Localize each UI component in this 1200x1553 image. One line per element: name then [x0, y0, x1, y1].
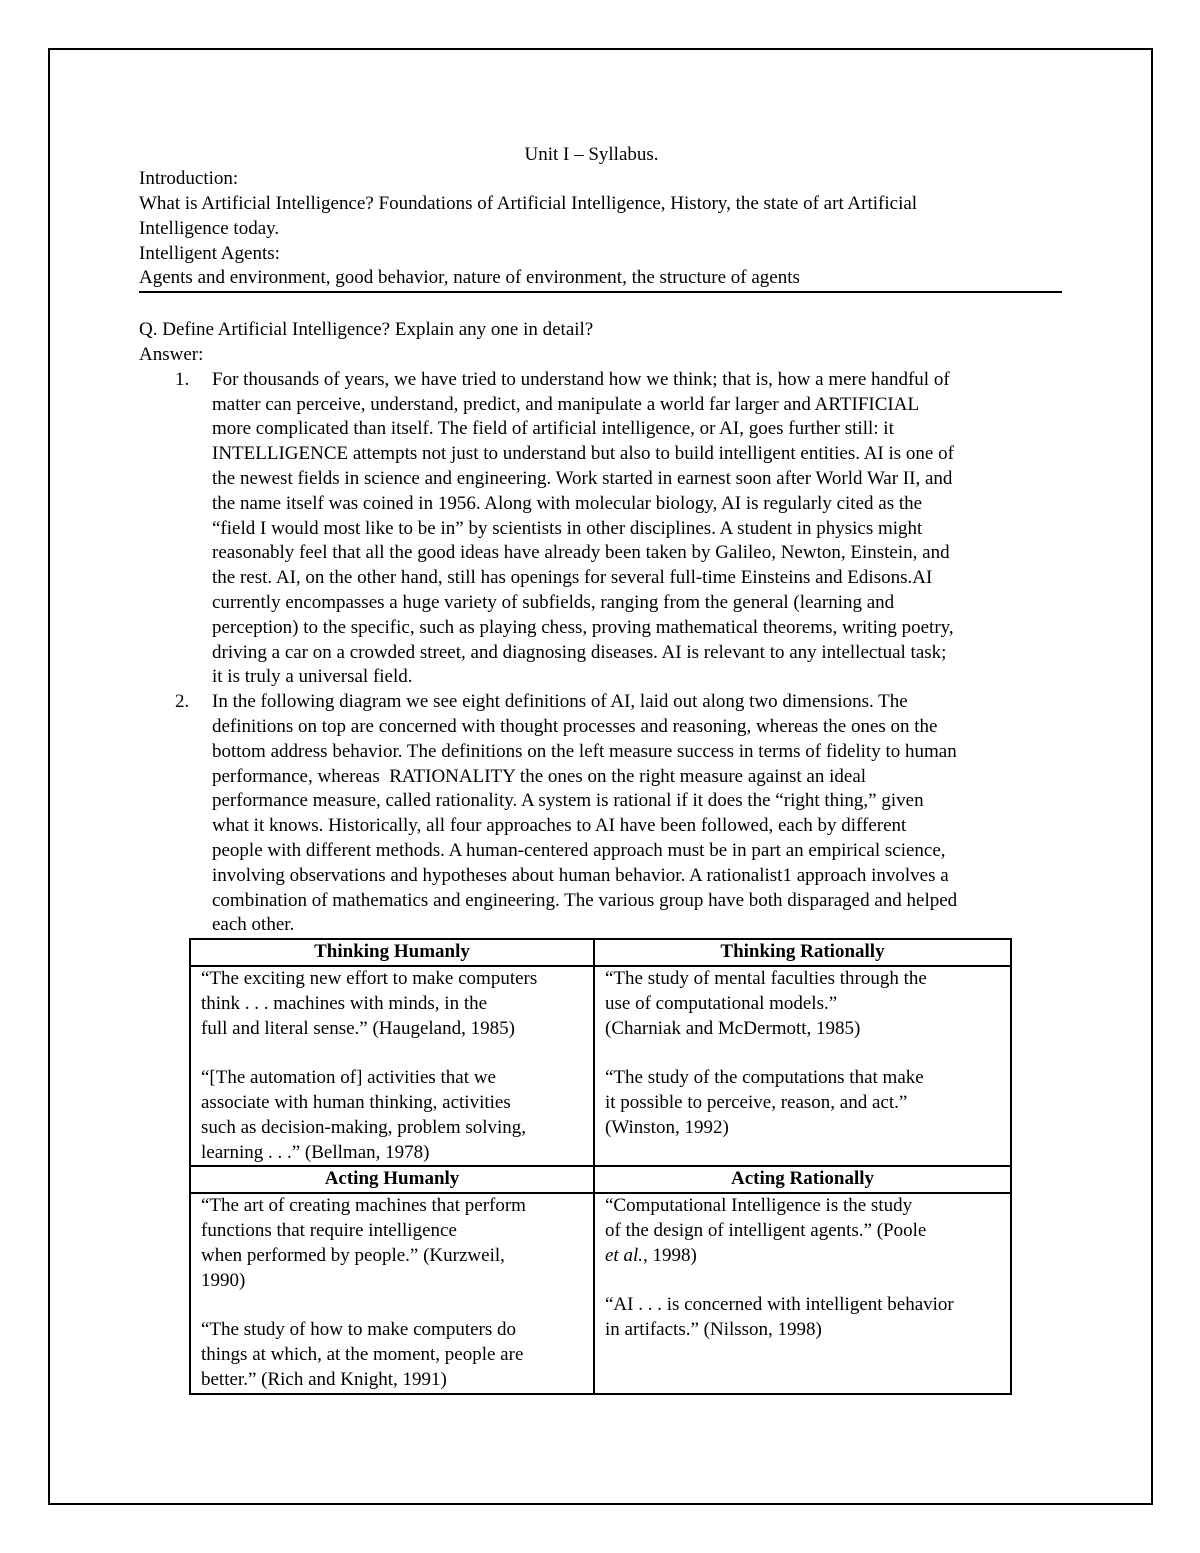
answer-text-line: performance, whereas RATIONALITY the ones on the right measure against an ideal	[212, 765, 867, 787]
answer-text-line: each other.	[212, 914, 295, 936]
answer-text-line: what it knows. Historically, all four approaches to AI have been followed, each by different	[212, 815, 907, 837]
answer-text-line: performance measure, called rationality. A system is rational if it does the “right thing,” given	[212, 790, 924, 812]
quote-line: it possible to perceive, reason, and act.”	[605, 1091, 908, 1113]
answer-label: Answer:	[139, 344, 204, 366]
header-thinking-humanly: Thinking Humanly	[190, 939, 594, 966]
answer-text-line: “field I would most like to be in” by scientists in other disciplines. A student in physics might	[212, 517, 923, 539]
quote-line: “The study of mental faculties through the	[605, 968, 927, 989]
header-thinking-rationally: Thinking Rationally	[594, 939, 1011, 966]
quote-line: (Charniak and McDermott, 1985)	[605, 1017, 861, 1039]
introduction-line: What is Artificial Intelligence? Foundations of Artificial Intelligence, History, the state of art Artificial	[139, 193, 918, 215]
quote-line: “The study of how to make computers do	[201, 1319, 517, 1341]
answer-text-line: it is truly a universal field.	[212, 666, 413, 688]
table-header-row	[190, 1166, 1011, 1193]
definition-quote	[201, 967, 593, 1041]
definition-quote	[201, 1318, 593, 1392]
item-number: 2.	[175, 691, 190, 713]
answer-list	[139, 368, 1062, 938]
table-row	[190, 966, 1011, 1166]
answer-text-line: involving observations and hypotheses about human behavior. A rationalist1 approach involves a	[212, 864, 949, 886]
intelligent-agents-line: Agents and environment, good behavior, nature of environment, the structure of agents	[139, 266, 1062, 293]
quote-line: functions that require intelligence	[201, 1219, 457, 1241]
answer-text-line: In the following diagram we see eight definitions of AI, laid out along two dimensions. The	[212, 691, 908, 713]
answer-text-line: definitions on top are concerned with thought processes and reasoning, whereas the ones on the	[212, 716, 938, 738]
definition-quote	[605, 1194, 1010, 1268]
quote-line: things at which, at the moment, people are	[201, 1343, 524, 1365]
answer-text-line: the name itself was coined in 1956. Along with molecular biology, AI is regularly cited as the	[212, 492, 923, 514]
answer-text-line: For thousands of years, we have tried to understand how we think; that is, how a mere handful of	[212, 368, 950, 390]
italic-text: et al.	[605, 1244, 643, 1266]
cell-acting-rationally	[594, 1193, 1011, 1393]
question: Q. Define Artificial Intelligence? Explain any one in detail?	[139, 319, 594, 341]
intelligent-agents-heading: Intelligent Agents:	[139, 242, 280, 264]
answer-text-line: currently encompasses a huge variety of subfields, ranging from the general (learning and	[212, 592, 895, 614]
answer-text-line: bottom address behavior. The definitions on the left measure success in terms of fidelity to human	[212, 740, 957, 762]
header-acting-rationally: Acting Rationally	[594, 1166, 1011, 1193]
quote-line: “The art of creating machines that perform	[201, 1195, 526, 1217]
item-number: 1.	[175, 368, 190, 390]
quote-line	[605, 1244, 1010, 1269]
page-title: Unit I – Syllabus.	[524, 143, 659, 165]
quote-line: “The study of the computations that make	[605, 1067, 924, 1089]
quote-line: “The exciting new effort to make computers	[201, 968, 538, 989]
quote-line: think . . . machines with minds, in the	[201, 992, 488, 1014]
document-body	[139, 143, 1062, 1395]
quote-line: “AI . . . is concerned with intelligent behavior	[605, 1294, 954, 1316]
definition-quote	[605, 1293, 1010, 1343]
answer-text-line: the rest. AI, on the other hand, still has openings for several full-time Einsteins and Edisons.AI	[212, 567, 933, 589]
answer-text-line: driving a car on a crowded street, and diagnosing diseases. AI is relevant to any intellectual task;	[212, 641, 947, 663]
quote-line: “[The automation of] activities that we	[201, 1067, 496, 1089]
text-segment: , 1998)	[643, 1244, 697, 1266]
answer-text-line: more complicated than itself. The field of artificial intelligence, or AI, goes further still: it	[212, 418, 894, 440]
quote-line: such as decision-making, problem solving,	[201, 1116, 527, 1138]
cell-thinking-rationally	[594, 966, 1011, 1166]
quote-line: “Computational Intelligence is the study	[605, 1195, 913, 1217]
answer-item	[139, 368, 1062, 690]
cell-acting-humanly	[190, 1193, 594, 1393]
quote-line: better.” (Rich and Knight, 1991)	[201, 1368, 447, 1390]
table-header-row	[190, 939, 1011, 966]
quote-line: learning . . .” (Bellman, 1978)	[201, 1141, 430, 1163]
definition-quote	[201, 1194, 593, 1293]
definition-quote	[201, 1066, 593, 1165]
quote-line: of the design of intelligent agents.” (Poole	[605, 1219, 927, 1241]
quote-line: in artifacts.” (Nilsson, 1998)	[605, 1319, 822, 1341]
table-row	[190, 1193, 1011, 1393]
answer-text-line: perception) to the specific, such as playing chess, proving mathematical theorems, writing poetry,	[212, 616, 954, 638]
quote-line: associate with human thinking, activities	[201, 1091, 511, 1113]
answer-text-line: INTELLIGENCE attempts not just to understand but also to build intelligent entities. AI is one of	[212, 443, 954, 465]
definition-quote	[605, 1066, 1010, 1140]
introduction-heading: Introduction:	[139, 168, 239, 190]
answer-text-line: people with different methods. A human-centered approach must be in part an empirical science,	[212, 840, 946, 862]
header-acting-humanly: Acting Humanly	[190, 1166, 594, 1193]
quote-line: use of computational models.”	[605, 992, 838, 1014]
quote-line: when performed by people.” (Kurzweil,	[201, 1244, 505, 1266]
answer-text-line: matter can perceive, understand, predict, and manipulate a world far larger and ARTIFICIAL	[212, 393, 920, 415]
answer-text-line: reasonably feel that all the good ideas have already been taken by Galileo, Newton, Einstein, and	[212, 542, 950, 564]
quote-line: full and literal sense.” (Haugeland, 1985)	[201, 1017, 515, 1039]
answer-item	[139, 690, 1062, 938]
definition-quote	[605, 967, 1010, 1041]
answer-text-line: the newest fields in science and engineering. Work started in earnest soon after World War II, and	[212, 468, 953, 490]
quote-line: (Winston, 1992)	[605, 1116, 729, 1138]
cell-thinking-humanly	[190, 966, 594, 1166]
quote-line: 1990)	[201, 1269, 246, 1291]
introduction-line: Intelligence today.	[139, 217, 280, 239]
answer-text-line: combination of mathematics and engineering. The various group have both disparaged and helped	[212, 889, 958, 911]
ai-definitions-table	[189, 938, 1012, 1394]
